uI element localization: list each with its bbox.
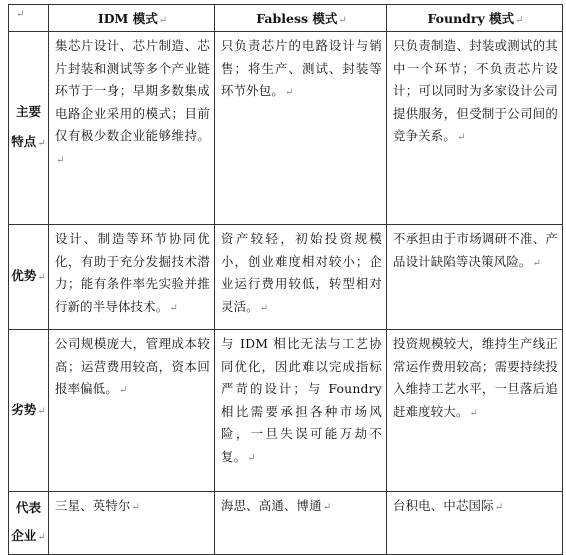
paragraph-mark: ↵ xyxy=(338,15,347,26)
row-label-representative-companies xyxy=(9,492,49,555)
row-representative-companies xyxy=(9,492,563,555)
header-foundry xyxy=(387,5,563,32)
paragraph-mark: ↵ xyxy=(469,407,479,419)
paragraph-mark: ↵ xyxy=(515,15,524,26)
paragraph-mark: ↵ xyxy=(16,9,25,20)
header-foundry-label: Foundry 模式 xyxy=(427,11,515,26)
cell-foundry-companies xyxy=(387,492,563,555)
paragraph-mark: ↵ xyxy=(37,272,46,283)
paragraph-mark: ↵ xyxy=(169,302,178,314)
paragraph-mark: ↵ xyxy=(494,502,504,513)
row-label-advantages xyxy=(9,225,49,330)
cell-text: 集芯片设计、芯片制造、芯片封装和测试等多个产业链环节于一身；早期多数集成电路企业采用的模式；目前仅有极少数企业能够维持。 xyxy=(55,38,210,144)
paragraph-mark: ↵ xyxy=(37,532,46,543)
paragraph-mark: ↵ xyxy=(456,132,466,144)
header-idm xyxy=(49,5,215,32)
header-fabless xyxy=(215,5,387,32)
row-label-text: 主要特点 xyxy=(11,104,41,149)
row-label-text: 代表企业 xyxy=(11,500,41,543)
cell-text: 三星、英特尔 xyxy=(55,498,131,513)
cell-text: 与 IDM 相比无法与工艺协同优化，因此难以完成指标严苛的设计；与 Foundry 相比需要承担各种市场风险，一旦失误可能万劫不复。 xyxy=(221,336,382,464)
cell-text: 公司规模庞大，管理成本较高；运营费用较高，资本回报率偏低。 xyxy=(55,336,210,397)
cell-text: 设计、制造等环节协同优化，有助于充分发掘技术潜力；能有条件率先实验并推行新的半导体技术。 xyxy=(55,231,210,314)
cell-text: 台积电、中芯国际 xyxy=(393,498,494,513)
row-main-features xyxy=(9,32,563,225)
paragraph-mark: ↵ xyxy=(322,502,332,513)
cell-text: 海思、高通、博通 xyxy=(221,498,322,513)
cell-idm-features xyxy=(49,32,215,225)
cell-fabless-features xyxy=(215,32,387,225)
cell-text: 投资规模较大，维持生产线正常运作费用较高；需要持续投入维持工艺水平，一旦落后追赶难度较大。 xyxy=(393,336,558,419)
cell-foundry-features xyxy=(387,32,563,225)
row-label-disadvantages xyxy=(9,330,49,492)
paragraph-mark: ↵ xyxy=(131,502,141,513)
header-idm-label: IDM 模式 xyxy=(97,11,158,26)
paragraph-mark: ↵ xyxy=(247,452,256,464)
corner-cell xyxy=(9,5,49,32)
header-fabless-label: Fabless 模式 xyxy=(256,11,338,26)
header-row xyxy=(9,5,563,32)
cell-foundry-disadvantages xyxy=(387,330,563,492)
paragraph-mark: ↵ xyxy=(118,385,128,397)
cell-text: 资产较轻，初始投资规模小，创业难度相对较小；企业运行费用较低，转型相对灵活。 xyxy=(221,231,382,314)
cell-text: 只负责芯片的电路设计与销售；将生产、测试、封装等环节外包。 xyxy=(221,38,382,99)
cell-fabless-advantages xyxy=(215,225,387,330)
cell-idm-disadvantages xyxy=(49,330,215,492)
paragraph-mark: ↵ xyxy=(532,257,542,269)
paragraph-mark: ↵ xyxy=(37,138,46,149)
cell-idm-advantages xyxy=(49,225,215,330)
paragraph-mark: ↵ xyxy=(158,15,168,26)
cell-text: 只负责制造、封装或测试的其中一个环节；不负责芯片设计；可以同时为多家设计公司提供服务，但受制于公司间的竞争关系。 xyxy=(393,38,558,144)
row-label-text: 劣势 xyxy=(11,401,37,417)
paragraph-mark: ↵ xyxy=(56,154,65,166)
row-label-text: 优势 xyxy=(11,268,37,283)
cell-text: 不承担由于市场调研不准、产品设计缺陷等决策风险。 xyxy=(393,231,558,269)
cell-fabless-companies xyxy=(215,492,387,555)
cell-foundry-advantages xyxy=(387,225,563,330)
paragraph-mark: ↵ xyxy=(37,405,46,417)
comparison-table-container xyxy=(8,4,562,555)
business-model-comparison-table xyxy=(8,4,563,555)
cell-idm-companies xyxy=(49,492,215,555)
paragraph-mark: ↵ xyxy=(284,87,294,99)
row-label-main-features xyxy=(9,32,49,225)
row-disadvantages xyxy=(9,330,563,492)
paragraph-mark: ↵ xyxy=(259,302,269,314)
row-advantages xyxy=(9,225,563,330)
cell-fabless-disadvantages xyxy=(215,330,387,492)
